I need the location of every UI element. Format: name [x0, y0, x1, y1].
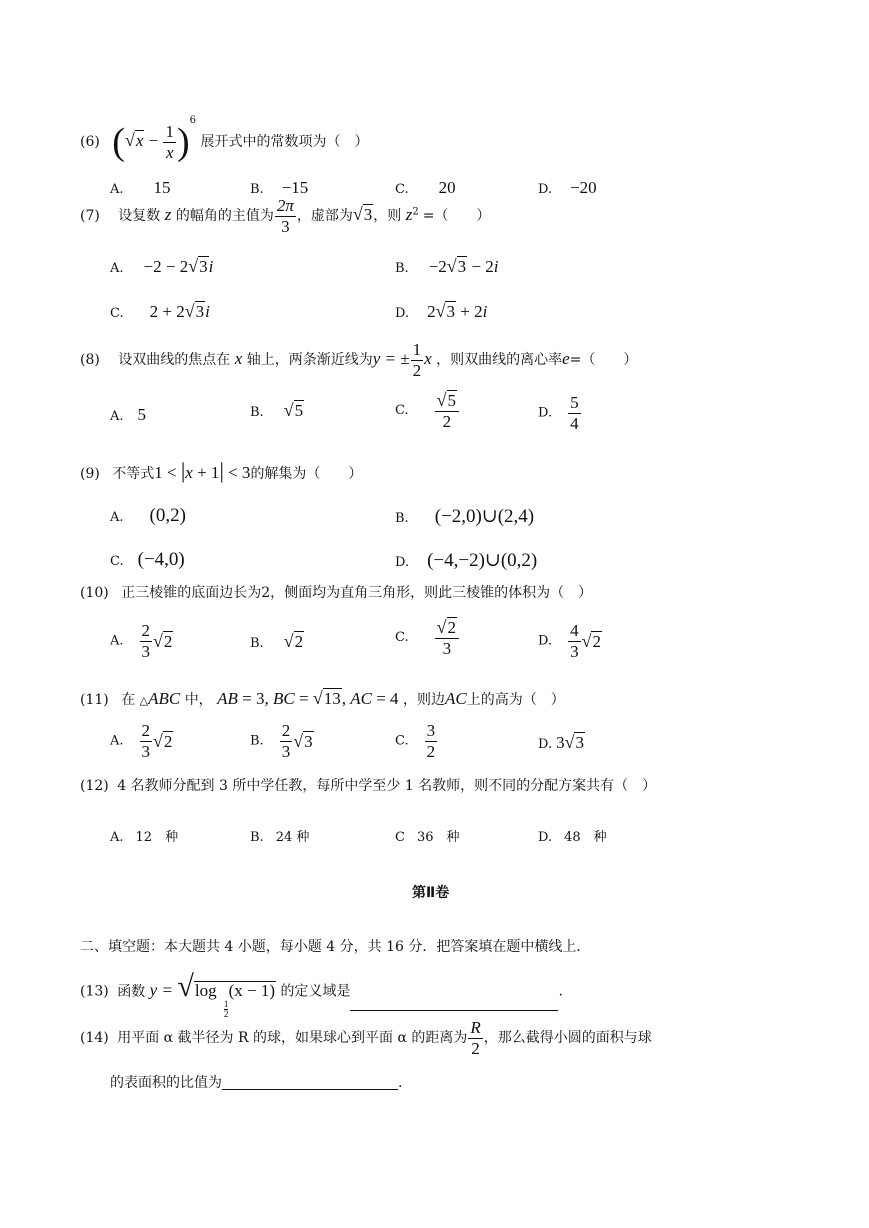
q7-frac-den: 3 — [281, 216, 290, 236]
q14 — [80, 1018, 652, 1058]
q11-ac: AC — [445, 689, 467, 708]
q9-option-b[interactable]: B. (−2,0)∪(2,4) — [395, 506, 535, 527]
q7: (7) 设复数 z 的幅角的主值为 $\frac{2\pi}{3}$ ，虚部为√3，则 $z^2$ =（ ） — [80, 196, 491, 236]
q14-cont — [110, 1076, 402, 1090]
q9-text1: 不等式 — [112, 466, 155, 482]
q8-text3: ，则双曲线的离心率 — [436, 352, 563, 369]
q9-option-c[interactable]: C. (−4,0) — [110, 549, 185, 570]
q14-frac-num: R — [470, 1018, 481, 1037]
q11-option-a[interactable]: A. $\frac{2}{3}$ √2 — [110, 721, 173, 761]
q11-text3: ，则边 — [403, 692, 446, 708]
q8-x2: x — [424, 349, 432, 369]
q8-option-b[interactable]: B. √5 — [250, 400, 304, 420]
q12-number: (12) — [80, 778, 109, 794]
q10-option-b[interactable]: B. √2 — [250, 631, 304, 651]
q13-fx: y = — [149, 980, 173, 1000]
q13-sqrt: √log $\frac{1}{2}$ (x − 1) — [177, 970, 276, 1019]
q10-number: (10) — [80, 585, 109, 601]
q13-log: log — [194, 981, 217, 1000]
q11 — [80, 689, 565, 707]
q7-text1: 设复数 — [118, 208, 161, 225]
q11-option-c[interactable]: C. $\frac{3}{2}$ — [395, 721, 436, 761]
q6-number: (6) — [80, 134, 100, 151]
q6-option-b[interactable]: B. −15 — [250, 178, 309, 197]
q9-number: (9) — [80, 466, 100, 482]
q7-frac-num: 2π — [276, 196, 294, 215]
q7-text4: ，则 — [373, 208, 402, 225]
section-title: 第Ⅱ卷 — [412, 885, 450, 901]
q12-option-c[interactable]: C 36 种 — [395, 830, 460, 845]
q11-condition: AB = 3, BC = √13, AC = 4 — [217, 688, 399, 708]
q13-answer-blank[interactable] — [350, 1010, 558, 1011]
q7-option-a[interactable]: A. −2 − 2√3i — [110, 256, 214, 276]
q8-text4: =（ ） — [569, 352, 638, 369]
q8-text1: 设双曲线的焦点在 — [118, 352, 231, 369]
q8-frac-den: 2 — [412, 360, 422, 380]
q11-text1: 在 — [121, 692, 136, 708]
q11-triangle: △ABC — [139, 689, 181, 708]
q6-text: 展开式中的常数项为（ ） — [200, 134, 369, 151]
q7-option-d[interactable]: D. 2√3 + 2i — [395, 301, 488, 321]
q14-answer-blank[interactable] — [222, 1089, 398, 1090]
q14-frac-den: 2 — [471, 1038, 480, 1058]
q11-option-d[interactable]: D. 3√3 — [538, 732, 584, 752]
q13 — [80, 970, 563, 1019]
part2-heading: 二、填空题：本大题共 4 小题，每小题 4 分，共 16 分．把答案填在题中横线上． — [80, 939, 591, 955]
q10-option-a[interactable]: A. $\frac{2}{3}$ √2 — [110, 621, 173, 661]
q7-z: z — [164, 205, 172, 225]
q6-option-c[interactable]: C. 20 — [395, 178, 456, 197]
q13-end: . — [558, 983, 563, 1000]
q7-z2: z — [405, 205, 413, 225]
q9-text2: 的解集为（ ） — [250, 466, 363, 482]
q7-option-c[interactable]: C. 2 + 2√3i — [110, 301, 210, 321]
q14-text2: ，那么截得小圆的面积与球 — [483, 1030, 652, 1047]
q10 — [80, 586, 592, 600]
q7-sqrt3: 3 — [363, 205, 373, 225]
q7-option-b[interactable]: B. −2√3 − 2i — [395, 256, 499, 276]
q6-exponent: 6 — [189, 115, 197, 126]
q8-option-c[interactable]: C. $\frac{√5}{2}$ — [395, 390, 460, 431]
q12-option-d[interactable]: D. 48 种 — [538, 830, 607, 845]
q7-text3: ，虚部为 — [296, 208, 353, 225]
q10-option-c[interactable]: C. $\frac{√2}{3}$ — [395, 617, 460, 658]
q7-square: 2 — [412, 206, 419, 218]
q8-text2: 轴上，两条渐近线为 — [246, 352, 373, 369]
q8-frac-num: 1 — [412, 340, 422, 359]
q10-text: 正三棱锥的底面边长为2，侧面均为直角三角形，则此三棱锥的体积为（ ） — [121, 585, 593, 601]
q9-option-d[interactable]: D. (−4,−2)∪(0,2) — [395, 550, 538, 571]
q14-text1: 用平面 α 截半径为 R 的球，如果球心到平面 α 的距离为 — [117, 1030, 468, 1047]
q8-e: e — [562, 349, 570, 369]
q7-text2: 的幅角的主值为 — [175, 208, 274, 225]
q14-end: . — [398, 1075, 403, 1091]
q7-number: (7) — [80, 208, 100, 225]
q11-option-b[interactable]: B. $\frac{2}{3}$ √3 — [250, 721, 313, 761]
q6-option-d[interactable]: D. −20 — [538, 178, 597, 197]
q6-option-a[interactable]: A. 15 — [110, 178, 171, 197]
q13-base-den: 2 — [223, 1009, 229, 1019]
q12-option-a[interactable]: A. 12 种 — [110, 830, 179, 845]
q13-base-num: 1 — [223, 999, 229, 1009]
q8 — [80, 340, 637, 380]
q8-y-eq: y = ± — [372, 349, 410, 369]
q8-x: x — [234, 349, 243, 369]
q9-option-a[interactable]: A. (0,2) — [110, 505, 186, 526]
q11-text2: 中， — [184, 692, 213, 708]
q10-option-d[interactable]: D. $\frac{4}{3}$ √2 — [538, 621, 601, 661]
q6-expression: (√x − $\frac{1}{x}$ )$^6$ — [112, 115, 197, 164]
q8-option-a[interactable]: A. 5 — [110, 405, 147, 424]
q11-number: (11) — [80, 692, 109, 708]
q13-text1: 函数 — [117, 983, 146, 1000]
q13-number: (13) — [80, 983, 109, 1000]
q12-option-b[interactable]: B. 24 种 — [250, 830, 310, 845]
q14-text3: 的表面积的比值为 — [110, 1075, 222, 1091]
q13-text2: 的定义域是 — [280, 983, 351, 1000]
q8-number: (8) — [80, 352, 100, 369]
q9 — [80, 460, 362, 482]
q7-text5: =（ ） — [422, 208, 491, 225]
q6 — [80, 115, 369, 164]
q13-arg: (x − 1) — [228, 981, 276, 1000]
q14-number: (14) — [80, 1030, 109, 1047]
q11-text4: 上的高为（ ） — [466, 692, 565, 708]
q12-text: 4 名教师分配到 3 所中学任教，每所中学至少 1 名教师，则不同的分配方案共有（ ） — [117, 778, 657, 794]
q8-option-d[interactable]: D. $\frac{5}{4}$ — [538, 393, 579, 433]
q9-inequality: 1 < |x + 1| < 3 — [154, 458, 251, 483]
q12 — [80, 779, 656, 793]
